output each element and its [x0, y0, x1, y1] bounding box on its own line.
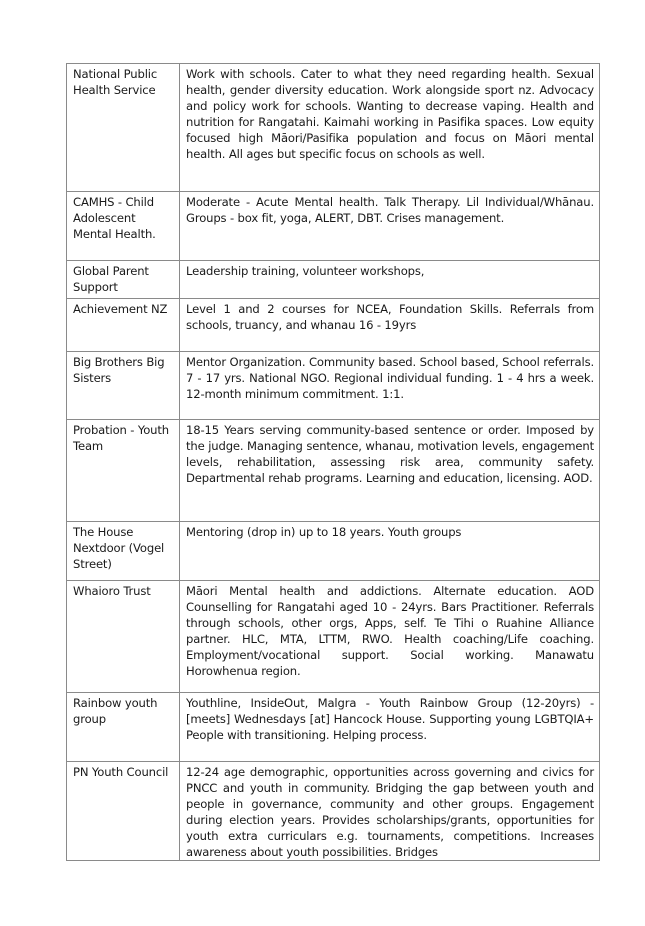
- organization-cell: CAMHS - Child Adolescent Mental Health.: [67, 192, 180, 261]
- organization-cell: Global Parent Support: [67, 261, 180, 299]
- table-row: [67, 762, 600, 861]
- description-cell: Work with schools. Cater to what they need regarding health. Sexual health, gender diversity education. Work alongside sport nz. Advocacy and policy work for schools. Wanting to decrease vaping. Health and nutrition for Rangatahi. Kaimahi working in Pasifika spaces. Low equity focused high Māori/Pasifika population and focus on Māori mental health. All ages but specific focus on schools as well.: [180, 64, 600, 192]
- organization-cell: Big Brothers Big Sisters: [67, 352, 180, 420]
- table-row: [67, 64, 600, 192]
- organization-cell: Probation - Youth Team: [67, 420, 180, 522]
- organization-cell: PN Youth Council: [67, 762, 180, 861]
- description-cell: Mentor Organization. Community based. School based, School referrals. 7 - 17 yrs. National NGO. Regional individual funding. 1 - 4 hrs a week. 12-month minimum commitment. 1:1.: [180, 352, 600, 420]
- organization-cell: Whaioro Trust: [67, 581, 180, 693]
- organization-cell: The House Nextdoor (Vogel Street): [67, 522, 180, 581]
- table-row: [67, 420, 600, 522]
- organization-cell: National Public Health Service: [67, 64, 180, 192]
- description-cell: Mentoring (drop in) up to 18 years. Youth groups: [180, 522, 600, 581]
- organization-cell: Achievement NZ: [67, 299, 180, 352]
- table-row: [67, 693, 600, 762]
- description-cell: 12-24 age demographic, opportunities across governing and civics for PNCC and youth in community. Bridging the gap between youth and people in governance, community and other groups. Engagement during election years. Provides scholarships/grants, opportunities for youth extra curriculars e.g. tournaments, competitions. Increases awareness about youth possibilities. Bridges: [180, 762, 600, 861]
- table-row: [67, 299, 600, 352]
- description-cell: Leadership training, volunteer workshops,: [180, 261, 600, 299]
- table-row: [67, 352, 600, 420]
- table-row: [67, 522, 600, 581]
- description-cell: Māori Mental health and addictions. Alternate education. AOD Counselling for Rangatahi aged 10 - 24yrs. Bars Practitioner. Referrals through schools, other orgs, Apps, self. Te Tihi o Ruahine Alliance partner. HLC, MTA, LTTM, RWO. Health coaching/Life coaching. Employment/vocational support. Social working. Manawatu Horowhenua region.: [180, 581, 600, 693]
- description-cell: Youthline, InsideOut, Malgra - Youth Rainbow Group (12-20yrs) - [meets] Wednesdays [at] Hancock House. Supporting young LGBTQIA+ People with transitioning. Helping process.: [180, 693, 600, 762]
- table-row: [67, 261, 600, 299]
- description-cell: Level 1 and 2 courses for NCEA, Foundation Skills. Referrals from schools, truancy, and whanau 16 - 19yrs: [180, 299, 600, 352]
- table-row: [67, 192, 600, 261]
- table-row: [67, 581, 600, 693]
- description-cell: Moderate - Acute Mental health. Talk Therapy. Lil Individual/Whānau. Groups - box fit, yoga, ALERT, DBT. Crises management.: [180, 192, 600, 261]
- organization-cell: Rainbow youth group: [67, 693, 180, 762]
- services-table: [66, 63, 600, 861]
- description-cell: 18-15 Years serving community-based sentence or order. Imposed by the judge. Managing sentence, whanau, motivation levels, engagement levels, rehabilitation, assessing risk area, community safety. Departmental rehab programs. Learning and education, licensing. AOD.: [180, 420, 600, 522]
